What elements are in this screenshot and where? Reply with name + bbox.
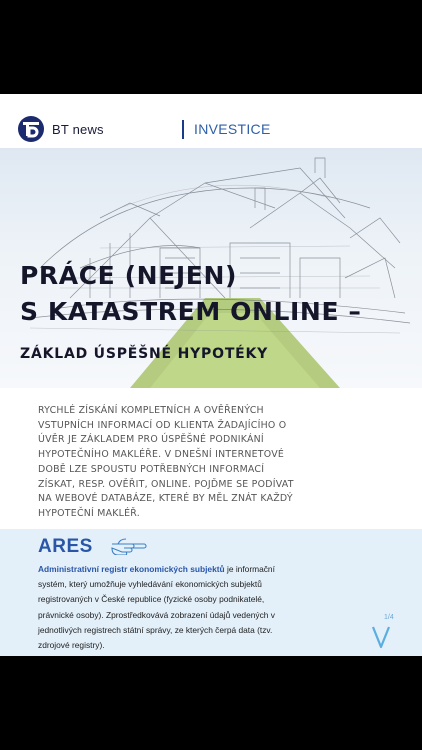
article-title-line-1: PRÁCE (NEJEN) [20,261,238,290]
chevron-down-icon[interactable] [370,624,392,650]
article-header [0,108,422,148]
section-divider [182,120,184,139]
ares-definition[interactable]: Administrativní registr ekonomických subjektů [38,564,225,574]
article-title [20,258,362,330]
article-subtitle: ZÁKLAD ÚSPĚŠNÉ HYPOTÉKY [20,346,269,362]
section-label[interactable]: INVESTICE [194,121,271,137]
ares-description-body: je informační systém, který umožňuje vyhledávání ekonomických subjektů registrovaných v České republice (fyzické osoby podnikatelé, právnické osoby). Zprostředkovává zobrazení údajů vedených v jednotlivých registrech státní správy, ze kterých čerpá data (tzv. zdrojové registry). [38,564,275,651]
page-indicator: 1/4 [384,614,394,621]
brand-name: BT news [52,121,104,137]
article-page [0,94,422,656]
article-intro: RYCHLÉ ZÍSKÁNÍ KOMPLETNÍCH A OVĚŘENÝCH VSTUPNÍCH INFORMACÍ OD KLIENTA ŽADAJÍCÍHO O ÚVĚR JE ZÁKLADEM PRO ÚSPĚŠNÉ PODNIKÁNÍ HYPOTEČNÍHO MAKLÉŘE. V DNEŠNÍ INTERNETOVÉ DOBĚ LZE SPOUSTU POTŘEBNÝCH INFORMACÍ ZÍSKAT, RESP. OVĚŘIT, ONLINE. POJĎME SE PODÍVAT NA WEBOVÉ DATABÁZE, KTERÉ BY MĚL ZNÁT KAŽDÝ HYPOTEČNÍ MAKLÉŘ. [38,405,294,519]
pointing-hand-icon [110,535,148,555]
ares-description [38,562,300,653]
ares-box [0,529,422,656]
hero-image [0,148,422,388]
article-title-line-2: S KATASTREM ONLINE – [20,297,362,326]
bt-logo-icon [18,116,44,142]
brand-logo[interactable] [18,116,104,142]
ares-heading: ARES [38,536,93,557]
